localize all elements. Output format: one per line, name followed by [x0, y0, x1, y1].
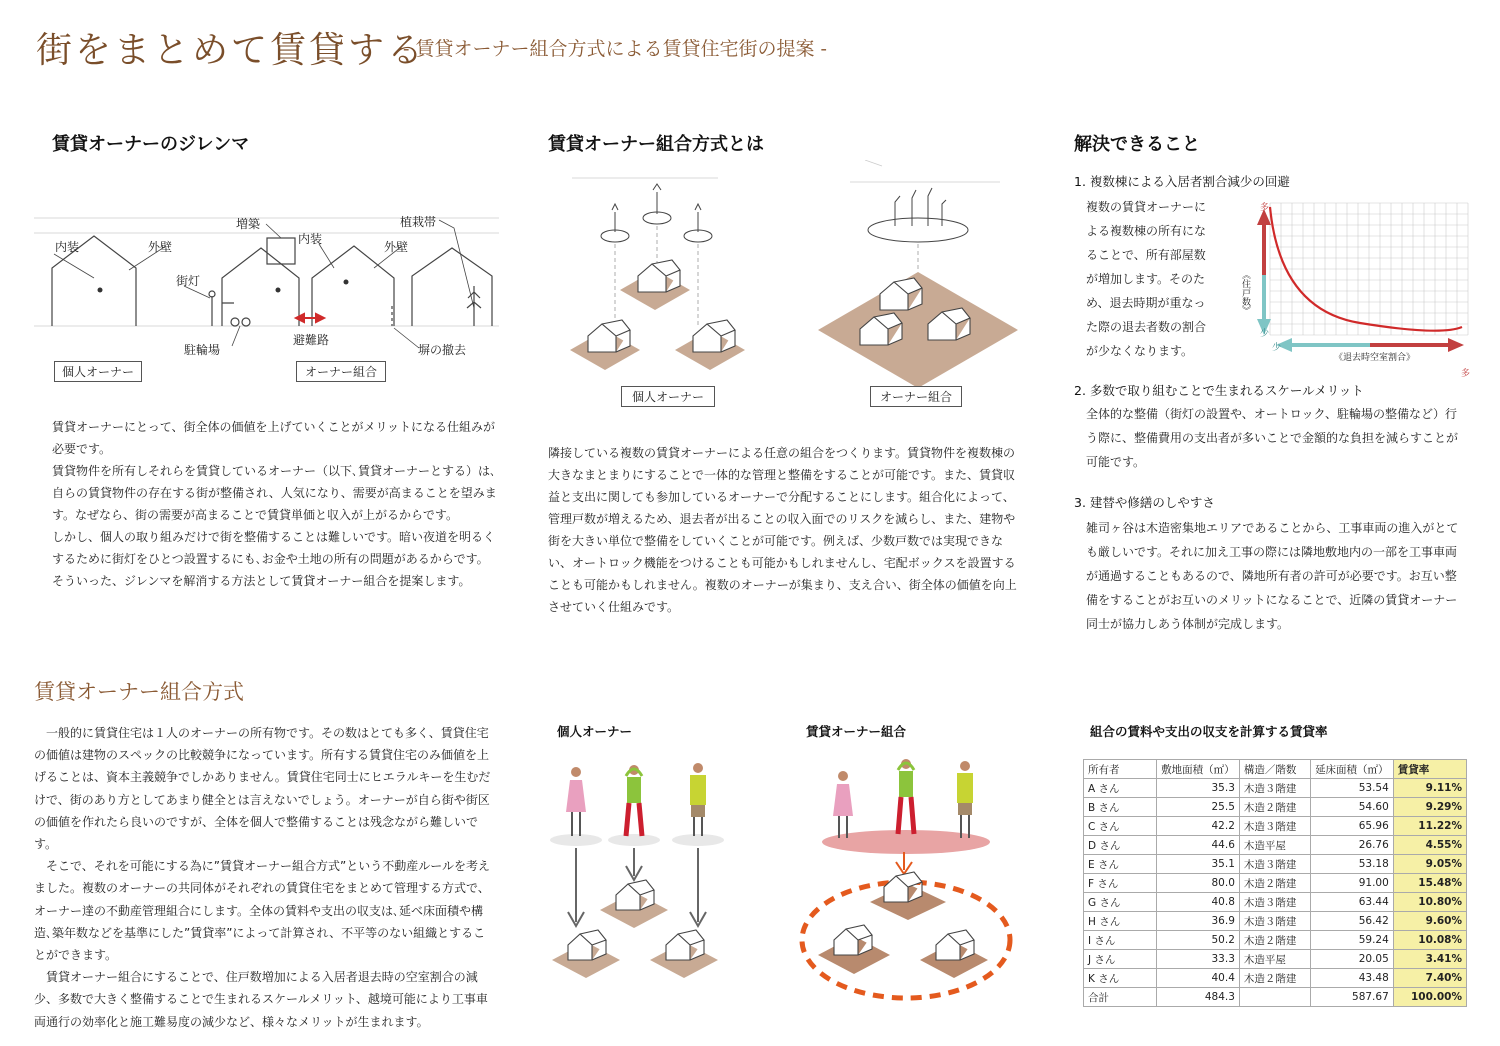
table-cell: A さん [1084, 779, 1157, 798]
table-cell: D さん [1084, 836, 1157, 855]
table-cell: 35.3 [1157, 779, 1240, 798]
table-cell: 木造３階建 [1239, 893, 1310, 912]
col2-paragraph: 隣接している複数の賃貸オーナーによる任意の組合をつくります。賃貸物件を複数棟の大きなまとまりにすることで一体的な管理と整備をすることが可能です。また、賃貸収益と支出に関しても参加しているオーナーで分配することにします。組合化によって、管理戸数が増えるため、退去者が出ることの収入面でのリスクを減らし、また、建物や街を大きい単位で整備をしていくことが可能です。例えば、少数戸数では実現できない、オートロック機能をつけることも可能かもしれませんし、宅配ボックスを設置することも可能かもしれません。複数のオーナーが集まり、支え合い、街全体の価値を向上させていく仕組みです。 [548, 446, 1017, 614]
table-header-cell: 賃貸率 [1393, 760, 1466, 779]
table-cell: H さん [1084, 912, 1157, 931]
section2-paragraph: 賃貸オーナー組合にすることで、住戸数増加による入居者退去時の空室割合の減少、多数で大きく整備することで生まれるスケールメリット、越境可能により工事車両通行の効率化と施工難易度の減少など、様々なメリットが生まれます。 [34, 970, 488, 1029]
solution-title-3: 3. 建替や修繕のしやすさ [1074, 495, 1215, 510]
table-cell: 4.55% [1393, 836, 1466, 855]
table-cell [1239, 988, 1310, 1007]
table-cell: 木造３階建 [1239, 817, 1310, 836]
col1-paragraph: 賃貸物件を所有しそれらを賃貸しているオーナー（以下､賃貸オーナーとする）は､自らの賃貸物件の存在する街が整備され、人気になり、需要が高まることを望みます。なぜなら、街の需要が高まることで賃貸単価と収入が上がるからです。 [52, 464, 497, 522]
table-cell: 木造３階建 [1239, 912, 1310, 931]
col1-text [52, 416, 498, 592]
graph-x-label: 《退去時空室割合》 [1334, 353, 1416, 363]
table-cell: 3.41% [1393, 950, 1466, 969]
table-cell: 10.08% [1393, 931, 1466, 950]
table-cell: 木造平屋 [1239, 836, 1310, 855]
label-owner-kumiai-2: オーナー組合 [870, 386, 962, 407]
table-header-cell: 敷地面積（㎡） [1157, 760, 1240, 779]
table-cell: 11.22% [1393, 817, 1466, 836]
table-row [1084, 779, 1467, 798]
label-kojin-owner-2: 個人オーナー [621, 386, 715, 407]
table-row [1084, 912, 1467, 931]
table-row [1084, 798, 1467, 817]
label-zouchiku: 増築 [236, 217, 261, 231]
table-title: 組合の賃料や支出の収支を計算する賃貸率 [1090, 724, 1328, 739]
table-cell: B さん [1084, 798, 1157, 817]
table-row [1084, 988, 1467, 1007]
owner-people-diagram [548, 750, 1028, 1020]
section2-text [34, 722, 496, 1033]
table-header-cell: 所有者 [1084, 760, 1157, 779]
table-cell: 484.3 [1157, 988, 1240, 1007]
table-cell: 54.60 [1311, 798, 1394, 817]
table-row [1084, 931, 1467, 950]
label-naiso2: 内装 [298, 232, 323, 246]
table-cell: 9.60% [1393, 912, 1466, 931]
solution-text-1: 複数の賃貸オーナーによる複数棟の所有になることで、所有部屋数が増加します。そのため、退去時期が重なった際の退去者数の割合が少なくなります。 [1086, 200, 1207, 358]
table-cell: 59.24 [1311, 931, 1394, 950]
label-shokusai: 植栽帯 [400, 215, 437, 229]
graph-y-label: 《住戸数》 [1240, 270, 1250, 315]
label-kojin-owner: 個人オーナー [54, 361, 142, 382]
table-cell: 587.67 [1311, 988, 1394, 1007]
table-cell: 木造２階建 [1239, 969, 1310, 988]
table-cell: 木造２階建 [1239, 798, 1310, 817]
label-owner-kumiai: オーナー組合 [296, 361, 386, 382]
table-row [1084, 855, 1467, 874]
table-cell: K さん [1084, 969, 1157, 988]
table-row [1084, 874, 1467, 893]
table-cell: I さん [1084, 931, 1157, 950]
table-cell: 53.54 [1311, 779, 1394, 798]
table-cell: 44.6 [1157, 836, 1240, 855]
table-cell: 26.76 [1311, 836, 1394, 855]
table-cell: 80.0 [1157, 874, 1240, 893]
label-hinan: 避難路 [293, 333, 330, 347]
table-cell: G さん [1084, 893, 1157, 912]
solution-title-1: 1. 複数棟による入居者割合減少の回避 [1074, 174, 1290, 189]
table-header-cell: 延床面積（㎡） [1311, 760, 1394, 779]
table-cell: 7.40% [1393, 969, 1466, 988]
label-gaiheki2: 外壁 [384, 240, 409, 254]
table-cell: 91.00 [1311, 874, 1394, 893]
label-churin: 駐輪場 [184, 343, 221, 357]
solution-title-2: 2. 多数で取り組むことで生まれるスケールメリット [1074, 383, 1364, 398]
table-row [1084, 836, 1467, 855]
col2-heading: 賃貸オーナー組合方式とは [548, 134, 764, 155]
table-cell: 56.42 [1311, 912, 1394, 931]
page-subtitle: - 賃貸オーナー組合方式による賃貸住宅街の提案 - [403, 38, 827, 60]
table-cell: 9.11% [1393, 779, 1466, 798]
table-cell: 40.8 [1157, 893, 1240, 912]
col1-paragraph: しかし、個人の取り組みだけで街を整備することは難しいです。暗い夜道を明るくするために街灯をひとつ設置するにも､お金や土地の所有の問題があるからです。そういった、ジレンマを解消する方法として賃貸オーナー組合を提案します。 [52, 530, 496, 588]
table-cell: 10.80% [1393, 893, 1466, 912]
label-gaito: 街灯 [176, 274, 201, 288]
label-chintai-kumiai: 賃貸オーナー組合 [806, 724, 907, 739]
table-cell: 53.18 [1311, 855, 1394, 874]
solution-text-3: 雑司ヶ谷は木造密集地エリアであることから、工事車両の進入がとても厳しいです。それに加え工事の際には隣地敷地内の一部を工事車両が通過することもあるので、隣地所有者の許可が必要です。お互い整備をすることがお互いのメリットになることで、近隣の賃貸オーナー同士が協力しあう体制が完成します。 [1086, 521, 1459, 631]
section2-heading: 賃貸オーナー組合方式 [34, 680, 244, 704]
col3-heading: 解決できること [1074, 134, 1200, 155]
table-cell: 100.00% [1393, 988, 1466, 1007]
table-cell: 40.4 [1157, 969, 1240, 988]
label-gaiheki1: 外壁 [148, 240, 173, 254]
table-row [1084, 950, 1467, 969]
table-cell: F さん [1084, 874, 1157, 893]
table-cell: 9.29% [1393, 798, 1466, 817]
page-title: 街をまとめて賃貸する [36, 30, 427, 71]
col1-paragraph: 賃貸オーナーにとって、街全体の価値を上げていくことがメリットになる仕組みが必要です。 [52, 420, 496, 456]
label-kojin-owner-3: 個人オーナー [557, 724, 633, 739]
table-cell: J さん [1084, 950, 1157, 969]
table-cell: 9.05% [1393, 855, 1466, 874]
solution-text-2: 全体的な整備（街灯の設置や、オートロック、駐輪場の整備など）行う際に、整備費用の支出者が多いことで金額的な負担を減らすことが可能です。 [1086, 407, 1459, 469]
table-cell: 木造２階建 [1239, 874, 1310, 893]
table-header-cell: 構造／階数 [1239, 760, 1310, 779]
label-naiso1: 内装 [55, 240, 80, 254]
table-cell: C さん [1084, 817, 1157, 836]
table-cell: 木造平屋 [1239, 950, 1310, 969]
table-cell: 43.48 [1311, 969, 1394, 988]
table-cell: 65.96 [1311, 817, 1394, 836]
table-cell: 25.5 [1157, 798, 1240, 817]
table-cell: 63.44 [1311, 893, 1394, 912]
section2-paragraph: 一般的に賃貸住宅は１人のオーナーの所有物です。その数はとても多く、賃貸住宅の価値は建物のスペックの比較競争になっています。所有する賃貸住宅のみ価値を上げることは、資本主義競争でしかありません。賃貸住宅同士にヒエラルキーを生むだけで、街のあり方としてあまり健全とは言えないでしょう。オーナーが自ら街や街区の価値を作れたら良いのですが、全体を個人で整備することは残念ながら難しいです。 [34, 726, 491, 852]
table-cell: 20.05 [1311, 950, 1394, 969]
table-cell: 木造３階建 [1239, 779, 1310, 798]
graph-y-low: 少 [1260, 329, 1270, 339]
label-hei: 塀の撤去 [418, 343, 467, 357]
table-cell: 15.48% [1393, 874, 1466, 893]
table-row [1084, 969, 1467, 988]
table-cell: 33.3 [1157, 950, 1240, 969]
graph-x-low: 少 [1272, 343, 1282, 353]
table-cell: 木造２階建 [1239, 931, 1310, 950]
table-row [1084, 817, 1467, 836]
graph-x-high: 多 [1461, 369, 1471, 379]
col2-text [548, 442, 1024, 618]
kumiai-diagram [560, 160, 1020, 400]
table-cell: 36.9 [1157, 912, 1240, 931]
table-cell: E さん [1084, 855, 1157, 874]
col1-heading: 賃貸オーナーのジレンマ [52, 134, 250, 155]
table-cell: 50.2 [1157, 931, 1240, 950]
table-cell: 42.2 [1157, 817, 1240, 836]
table-row [1084, 893, 1467, 912]
table-cell: 35.1 [1157, 855, 1240, 874]
table-cell: 合計 [1084, 988, 1157, 1007]
table-cell: 木造３階建 [1239, 855, 1310, 874]
graph-y-high: 多 [1260, 203, 1270, 213]
table-header-row [1084, 760, 1467, 779]
rent-rate-table [1083, 759, 1467, 1007]
section2-paragraph: そこで、それを可能にする為に”賃貸オーナー組合方式”という不動産ルールを考えました。複数のオーナーの共同体がそれぞれの賃貸住宅をまとめて管理する方式で、オーナー達の不動産管理組合にします。全体の賃料や支出の収支は､延べ床面積や構造､築年数などを基準にした”賃貸率”によって計算され、不平等のない組織とすることができます。 [34, 859, 490, 963]
